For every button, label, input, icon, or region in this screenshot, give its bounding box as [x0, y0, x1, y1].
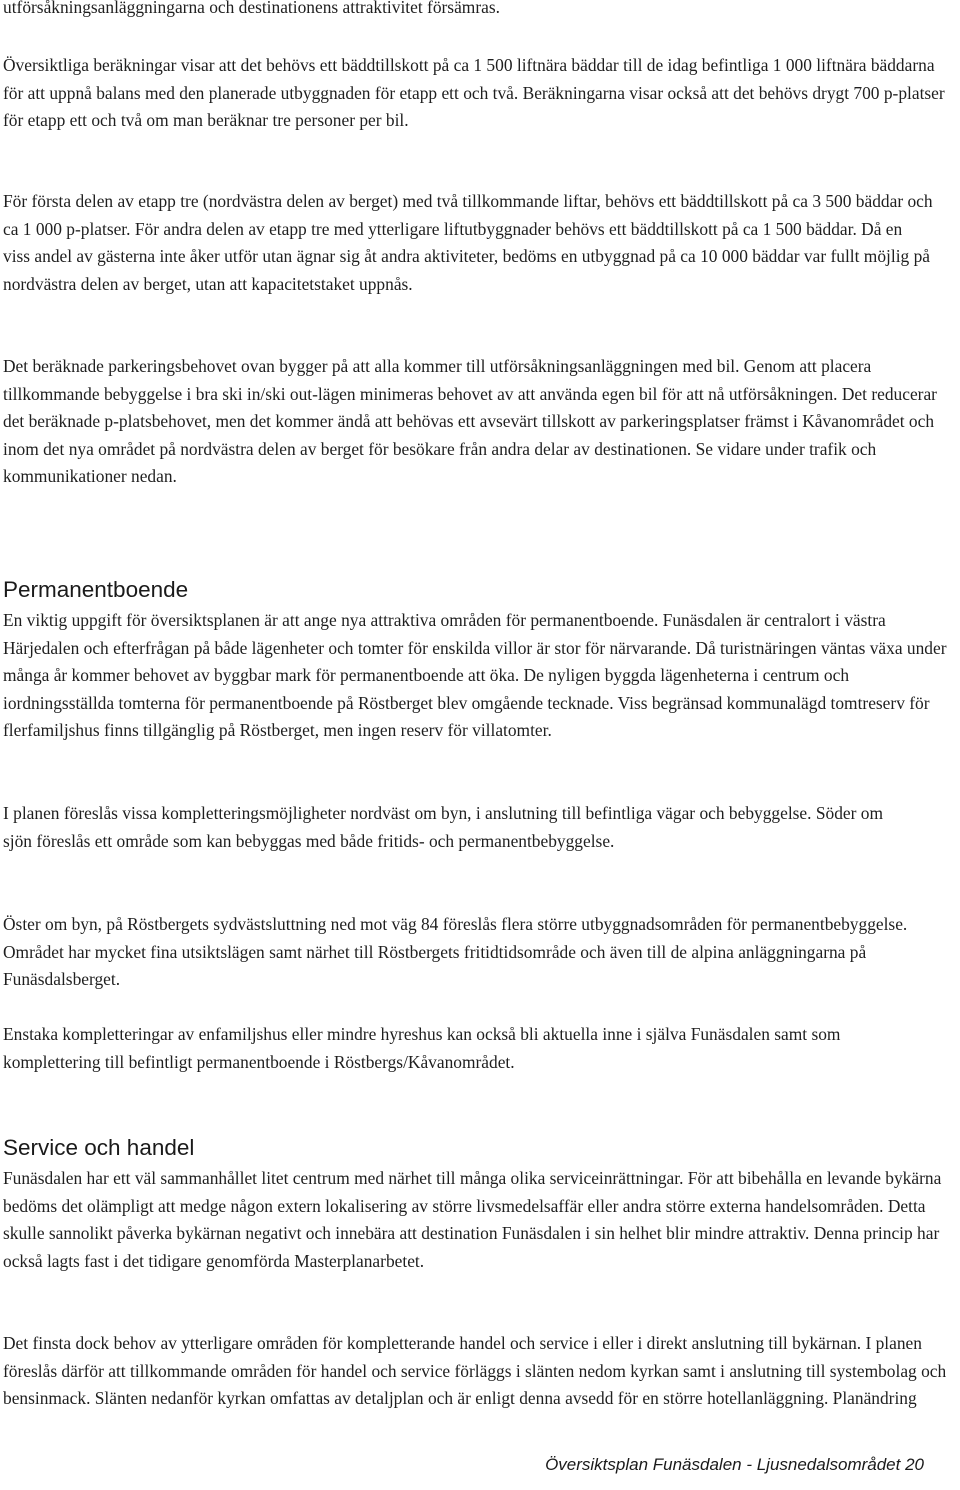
paragraph-permanent-2: I planen föreslås vissa kompletteringsmöjligheter nordväst om byn, i anslutning till befintliga vägar och bebyggelse. Söder om sjön föreslås ett område som kan bebyggas med både fritids- och permanentbebyggelse. [3, 803, 883, 851]
paragraph-service-1: Funäsdalen har ett väl sammanhållet litet centrum med närhet till många olika serviceinrättningar. För att bibehålla en levande bykärna bedöms det olämpligt att medge någon extern lokalisering av större livsmedelsaffär eller andra större externa handelsområden. Detta skulle sannolikt påverka bykärnan negativt och innebära att destination Funäsdalen i sin helhet blir mindre attraktiv. Denna princip har också lagts fast i det tidigare genomförda Masterplanarbetet. [3, 1168, 942, 1271]
paragraph-balance: Översiktliga beräkningar visar att det behövs ett bäddtillskott på ca 1 500 liftnära bäddar till de idag befintliga 1 000 liftnära bäddarna för att uppnå balans med den planerade utbyggnaden för etapp ett och två. Beräkningarna visar också att det behövs drygt 700 p-platser för etapp ett och två om man beräknar tre personer per bil. [3, 55, 945, 131]
paragraph-permanent-1: En viktig uppgift för översiktsplanen är att ange nya attraktiva områden för permanentboende. Funäsdalen är centralort i västra Härjedalen och efterfrågan på både lägenheter och tomter för enskilda villor är stor för närvarande. Då turistnäringen väntas växa under många år kommer behovet av byggbar mark för permanentboende att öka. De nyligen byggda lägenheterna i centrum och iordningsställda tomterna för permanentboende på Röstberget blev omgående tecknade. Viss begränsad kommunalägd tomtreserv för flerfamiljshus finns tillgänglig på Röstberget, men ingen reserv för villatomter. [3, 610, 947, 741]
intro-fragment: utförsåkningsanläggningarna och destinationens attraktivitet försämras. [3, 0, 500, 17]
paragraph-permanent-3: Öster om byn, på Röstbergets sydvästsluttning ned mot väg 84 föreslås flera större utbyggnadsområden för permanentbebyggelse. Området har mycket fina utsiktslägen samt närhet till Röstbergets fritidtidsområde och även till de alpina anläggningarna på Funäsdalsberget. [3, 914, 908, 990]
paragraph-parkering: Det beräknade parkeringsbehovet ovan bygger på att alla kommer till utförsåkningsanläggningen med bil. Genom att placera tillkommande bebyggelse i bra ski in/ski out-lägen minimeras behovet av att använda egen bil för att nå utförsåkningen. Det reducerar det beräknade p-platsbehovet, men det kommer ändå att behövas ett avsevärt tillskott av parkeringsplatser främst i Kåvanområdet och inom det nya området på nordvästra delen av berget för besökare från andra delar av destinationen. Se vidare under trafik och kommunikationer nedan. [3, 356, 937, 487]
page-footer: Översiktsplan Funäsdalen - Ljusnedalsområdet 20 [545, 1455, 924, 1474]
paragraph-permanent-4: Enstaka kompletteringar av enfamiljshus eller mindre hyreshus kan också bli aktuella inne i själva Funäsdalen samt som komplettering till befintligt permanentboende i Röstbergs/Kåvanområdet. [3, 1024, 841, 1072]
heading-service-och-handel: Service och handel [3, 1135, 195, 1160]
paragraph-etapp-tre: För första delen av etapp tre (nordvästra delen av berget) med två tillkommande liftar, behövs ett bäddtillskott på ca 3 500 bäddar och ca 1 000 p-platser. För andra delen av etapp tre med ytterligare liftutbyggnader behövs ett bäddtillskott på ca 1 500 bäddar. Då en viss andel av gästerna inte åker utför utan ägnar sig åt andra aktiviteter, bedöms en utbyggnad på ca 10 000 bäddar var fullt möjlig på nordvästra delen av berget, utan att kapacitetstaket uppnås. [3, 191, 933, 294]
paragraph-service-2: Det finsta dock behov av ytterligare områden för kompletterande handel och service i eller i direkt anslutning till bykärnan. I planen föreslås därför att tillkommande områden för handel och service förläggs i slänten nedom kyrkan samt i anslutning till systembolag och bensinmack. Slänten nedanför kyrkan omfattas av detaljplan och är enligt denna avsedd för en större hotellanläggning. Planändring [3, 1333, 947, 1409]
heading-permanentboende: Permanentboende [3, 577, 189, 602]
